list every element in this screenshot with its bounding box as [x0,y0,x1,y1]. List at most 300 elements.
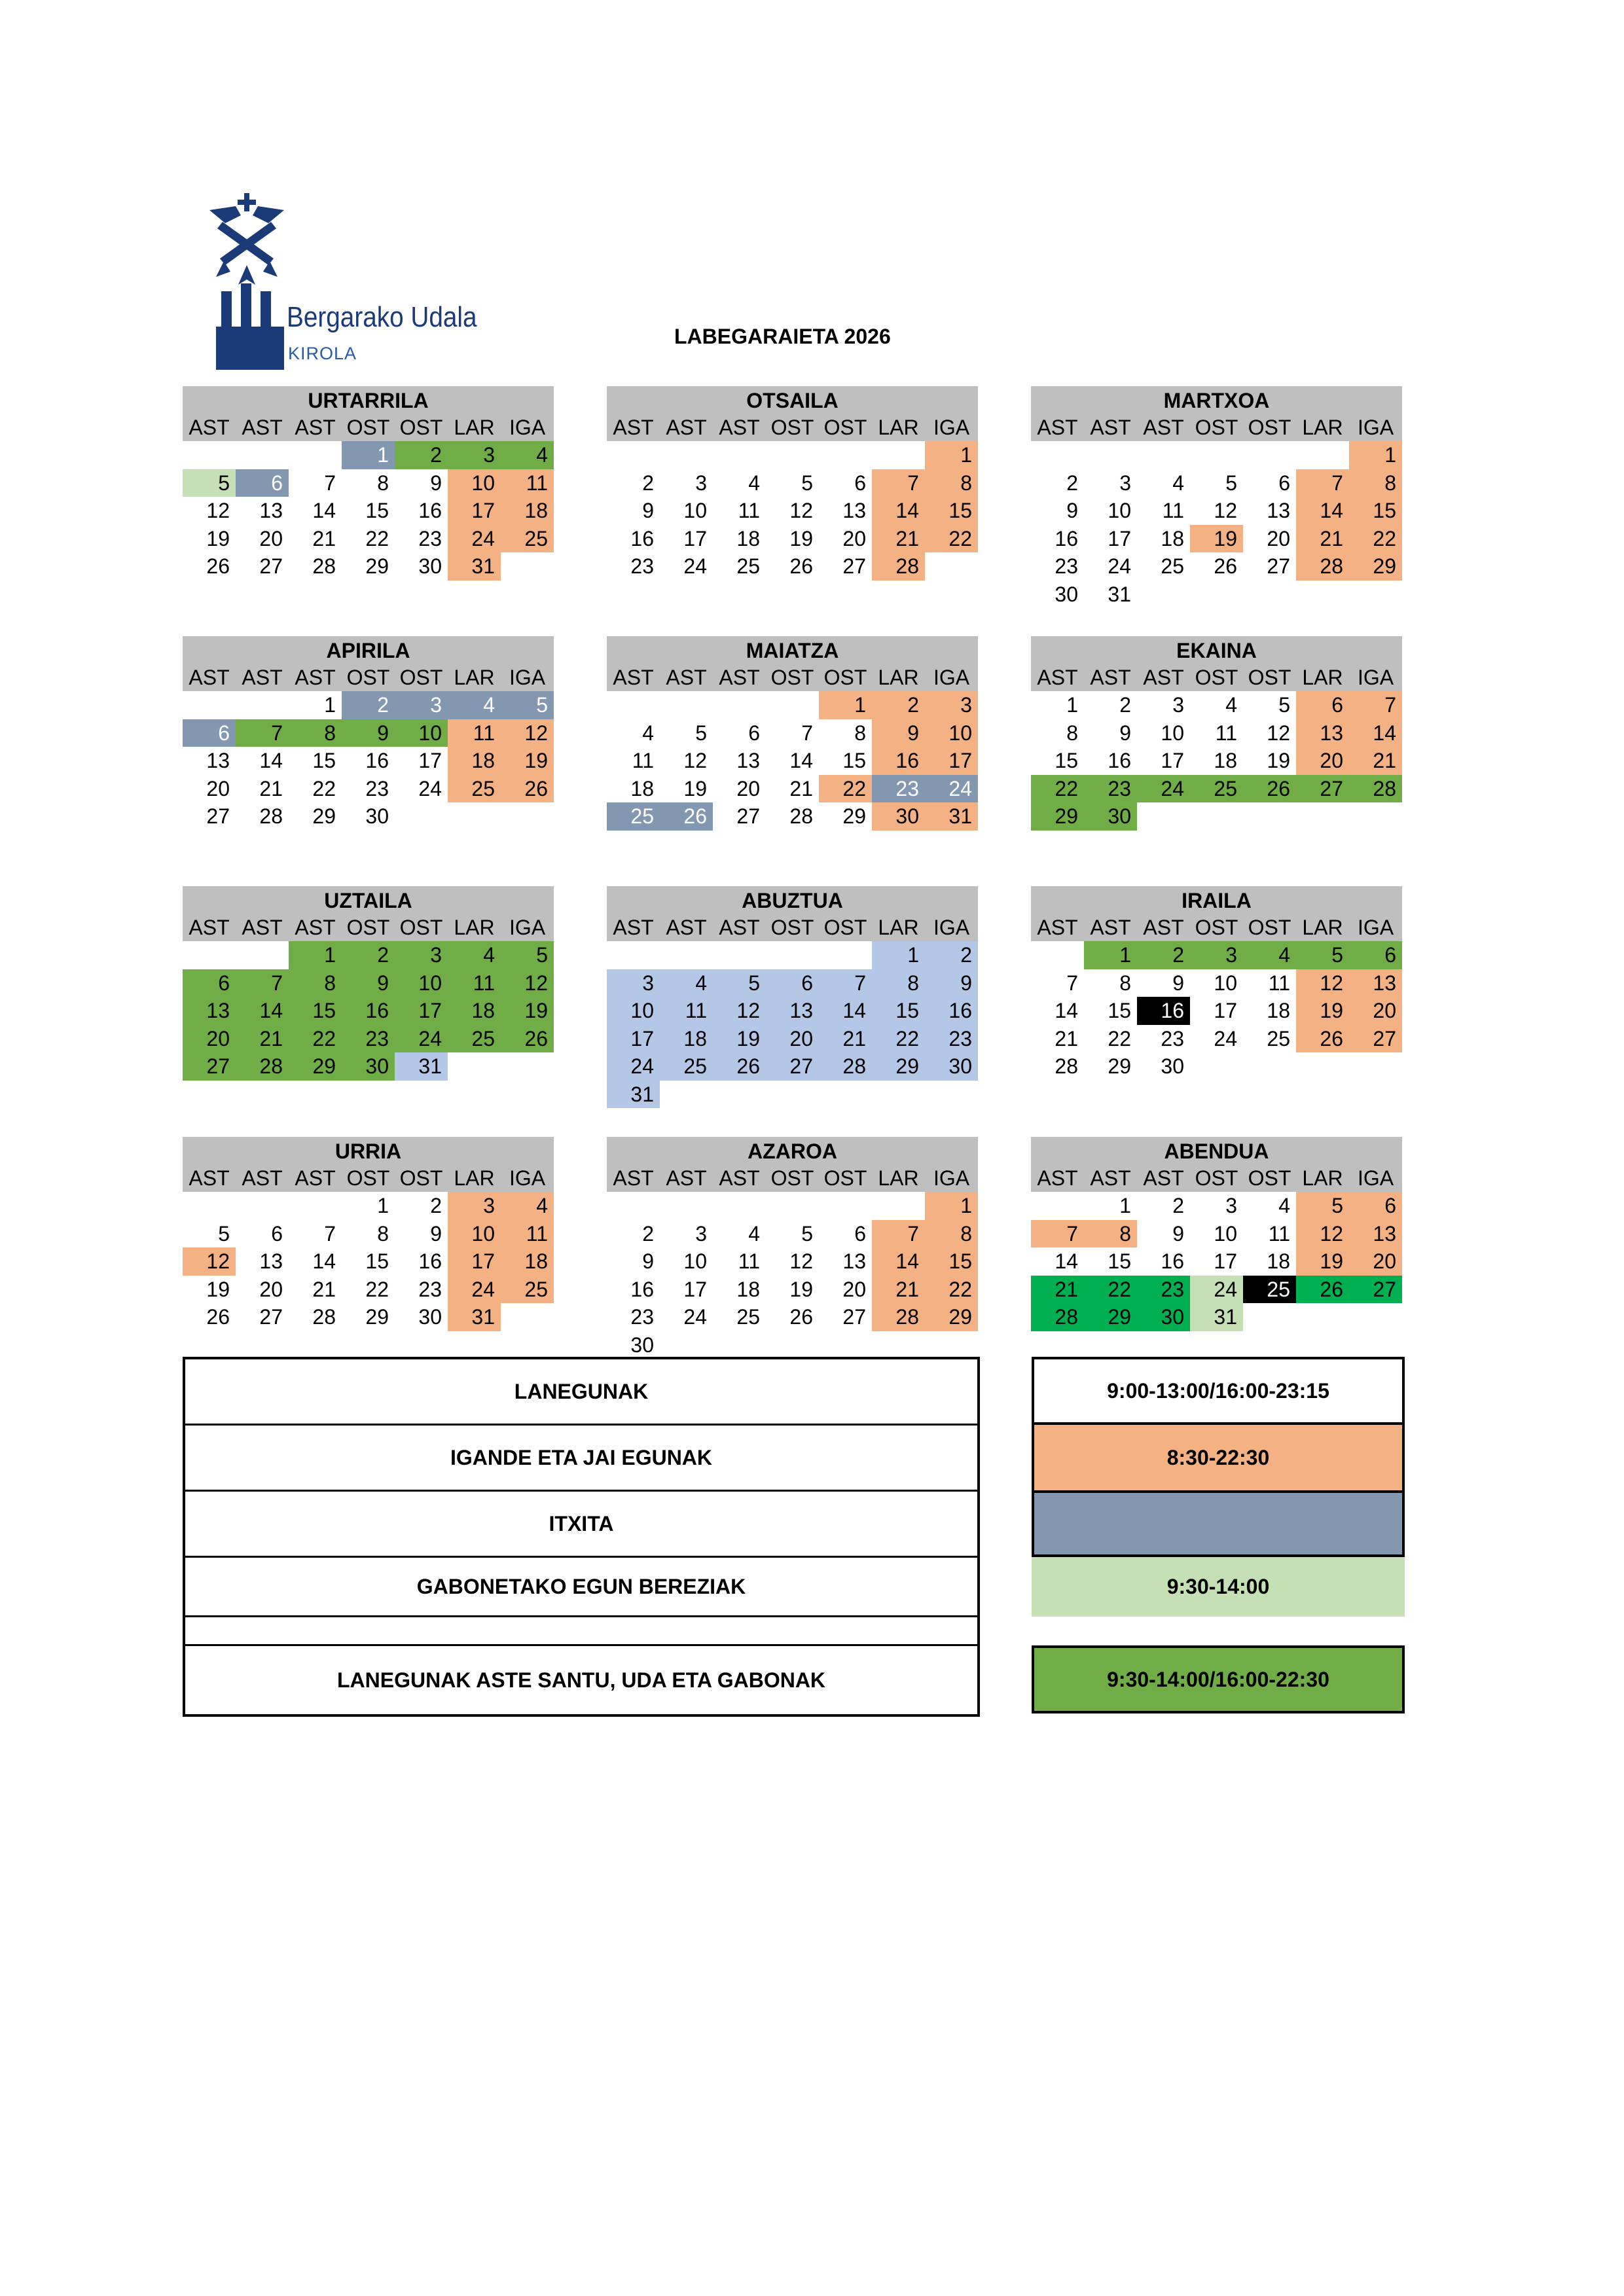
day-cell: 18 [448,997,501,1025]
day-cell: 1 [377,1194,389,1217]
day-cell: 19 [789,1277,813,1301]
empty-cell [660,441,713,469]
weekday-header: LAR [872,414,925,441]
day-cell: 2 [395,441,448,469]
day-cell: 26 [660,802,713,831]
day-cell: 15 [312,749,336,772]
day-cell: 9 [430,1221,442,1246]
day-cell: 15 [872,997,925,1025]
empty-cell [713,691,766,719]
day-cell: 19 [501,747,554,775]
day-cell: 9 [642,499,654,522]
day-cell: 16 [1108,749,1131,772]
day-cell: 13 [183,997,236,1025]
month-urria [183,1137,554,1331]
legend-row-christmas-special: GABONETAKO EGUN BEREZIAK [185,1558,977,1617]
day-cell: 21 [1055,1026,1078,1050]
day-cell: 5 [218,1221,230,1246]
day-cell: 7 [1031,1220,1084,1248]
day-cell: 21 [872,1276,925,1304]
weekday-header: AST [236,414,289,441]
day-cell: 14 [312,1249,336,1273]
weekday-header: IGA [501,414,554,441]
day-cell: 26 [206,554,230,578]
day-cell: 23 [418,1277,442,1301]
empty-cell [289,441,342,469]
day-cell: 26 [206,1305,230,1329]
day-cell: 17 [395,997,448,1025]
day-cell: 9 [1172,971,1184,995]
weekday-header: OST [1243,414,1296,441]
weekday-header: IGA [501,664,554,691]
empty-cell [766,1192,819,1220]
empty-cell [183,441,236,469]
day-cell: 7 [819,969,872,997]
weekday-header: IGA [925,414,978,441]
day-cell: 26 [1214,554,1237,578]
month-name: OTSAILA [607,386,978,414]
weekday-header: AST [289,414,342,441]
empty-cell [1296,441,1349,469]
empty-cell [872,441,925,469]
day-cell: 5 [501,941,554,969]
day-cell: 22 [1108,1026,1131,1050]
day-cell: 4 [1225,693,1237,717]
weekday-header: OST [1190,664,1243,691]
weekday-header: LAR [448,414,501,441]
day-cell: 25 [501,1276,554,1304]
empty-cell [1031,1192,1084,1220]
day-cell: 11 [1162,499,1184,522]
day-cell: 27 [206,804,230,828]
day-cell: 21 [312,1277,336,1301]
day-cell: 10 [607,997,660,1025]
weekday-header: OST [766,914,819,941]
day-cell: 20 [1349,997,1402,1025]
day-cell: 18 [501,497,554,525]
day-cell: 11 [501,1220,554,1248]
day-cell: 22 [872,1025,925,1053]
day-cell: 20 [766,1025,819,1053]
weekday-header: AST [236,1164,289,1192]
day-cell: 1 [872,941,925,969]
day-cell: 24 [418,776,442,800]
day-cell: 20 [1296,747,1349,775]
day-cell: 30 [1137,1303,1190,1331]
weekday-header: OST [1243,664,1296,691]
weekday-header: AST [1084,414,1137,441]
month-name: EKAINA [1031,636,1402,664]
day-cell: 29 [365,554,389,578]
day-cell: 26 [789,554,813,578]
day-cell: 9 [1172,1221,1184,1246]
day-cell: 22 [819,775,872,803]
day-cell: 1 [342,441,395,469]
day-cell: 22 [1031,775,1084,803]
day-cell: 4 [1278,1194,1290,1217]
day-cell: 6 [271,1221,283,1246]
empty-cell [183,941,236,969]
day-cell: 24 [448,525,501,553]
day-cell: 16 [365,749,389,772]
day-cell: 28 [236,1052,289,1081]
empty-cell [660,691,713,719]
day-cell: 17 [1161,749,1184,772]
day-cell: 21 [312,526,336,550]
empty-cell [236,1192,289,1220]
day-cell: 1 [1084,941,1137,969]
empty-cell [183,691,236,719]
day-cell: 3 [395,691,448,719]
day-cell: 18 [736,526,760,550]
day-cell: 30 [1161,1054,1184,1078]
day-cell: 21 [259,776,283,800]
day-cell: 9 [430,471,442,495]
day-cell: 12 [1214,499,1237,522]
empty-cell [1084,441,1137,469]
day-cell: 23 [630,1305,654,1329]
day-cell: 3 [1190,941,1243,969]
day-cell: 10 [1161,721,1184,745]
day-cell: 27 [1349,1025,1402,1053]
weekday-header: IGA [501,914,554,941]
empty-cell [660,941,713,969]
day-cell: 6 [766,969,819,997]
day-cell: 10 [395,969,448,997]
weekday-header: LAR [872,914,925,941]
weekday-header: AST [183,914,236,941]
day-cell: 18 [1267,999,1290,1022]
weekday-header: AST [289,1164,342,1192]
day-cell: 27 [842,554,866,578]
legend-row-holidays: IGANDE ETA JAI EGUNAK [185,1426,977,1492]
day-cell: 28 [819,1052,872,1081]
day-cell: 6 [1296,691,1349,719]
day-cell: 25 [1190,775,1243,803]
day-cell: 8 [872,969,925,997]
day-cell: 26 [501,775,554,803]
day-cell: 30 [418,554,442,578]
empty-cell [607,941,660,969]
day-cell: 11 [738,499,760,522]
day-cell: 17 [925,747,978,775]
weekday-header: AST [1031,414,1084,441]
day-cell: 25 [448,1025,501,1053]
day-cell: 5 [801,471,813,495]
day-cell: 19 [1296,997,1349,1025]
day-cell: 11 [1268,971,1290,995]
weekday-header: AST [1031,1164,1084,1192]
day-cell: 10 [925,719,978,747]
day-cell: 2 [642,471,654,495]
weekday-header: OST [1190,914,1243,941]
weekday-header: OST [395,914,448,941]
day-cell: 15 [365,1249,389,1273]
empty-cell [1031,941,1084,969]
month-name: URTARRILA [183,386,554,414]
day-cell: 6 [183,719,236,747]
day-cell: 20 [259,526,283,550]
day-cell: 19 [1190,525,1243,553]
weekday-header: AST [183,664,236,691]
day-cell: 4 [1172,471,1184,495]
day-cell: 9 [1066,499,1078,522]
weekday-header: AST [1084,1164,1137,1192]
day-cell: 2 [872,691,925,719]
day-cell: 3 [1172,693,1184,717]
day-cell: 4 [448,941,501,969]
weekday-header: AST [1137,914,1190,941]
day-cell: 25 [736,1305,760,1329]
empty-cell [607,441,660,469]
day-cell: 2 [1137,941,1190,969]
day-cell: 27 [1267,554,1290,578]
day-cell: 25 [1267,1026,1290,1050]
day-cell: 26 [713,1052,766,1081]
day-cell: 11 [738,1249,760,1273]
day-cell: 12 [1296,1220,1349,1248]
weekday-header: OST [766,1164,819,1192]
month-ekaina [1031,636,1402,831]
day-cell: 24 [448,1276,501,1304]
day-cell: 21 [1296,525,1349,553]
day-cell: 31 [1108,582,1131,606]
day-cell: 14 [236,997,289,1025]
day-cell: 16 [872,747,925,775]
day-cell: 24 [395,1025,448,1053]
legend-swatch-christmas-special: 9:30-14:00 [1032,1557,1405,1617]
day-cell: 11 [632,749,654,772]
day-cell: 8 [289,719,342,747]
day-cell: 1 [819,691,872,719]
weekday-header: OST [342,914,395,941]
day-cell: 10 [1214,1221,1237,1246]
day-cell: 25 [660,1052,713,1081]
weekday-header: AST [713,1164,766,1192]
day-cell: 25 [736,554,760,578]
day-cell: 30 [630,1333,654,1357]
day-cell: 25 [501,525,554,553]
day-cell: 16 [418,499,442,522]
day-cell: 1 [289,941,342,969]
day-cell: 30 [365,804,389,828]
legend-swatch-closed [1032,1490,1405,1557]
day-cell: 11 [1215,721,1237,745]
weekday-header: OST [395,414,448,441]
day-cell: 10 [395,719,448,747]
day-cell: 10 [448,1220,501,1248]
weekday-header: IGA [1349,1164,1402,1192]
day-cell: 3 [448,1192,501,1220]
day-cell: 5 [1225,471,1237,495]
day-cell: 4 [660,969,713,997]
day-cell: 8 [854,721,866,745]
weekday-header: AST [289,664,342,691]
day-cell: 6 [854,471,866,495]
day-cell: 9 [872,719,925,747]
day-cell: 15 [1055,749,1078,772]
empty-cell [872,1192,925,1220]
weekday-header: AST [1031,664,1084,691]
day-cell: 7 [324,1221,336,1246]
day-cell: 30 [342,1052,395,1081]
day-cell: 29 [842,804,866,828]
weekday-header: AST [607,1164,660,1192]
day-cell: 8 [1349,469,1402,497]
day-cell: 13 [1267,499,1290,522]
weekday-header: LAR [1296,414,1349,441]
day-cell: 16 [630,526,654,550]
day-cell: 14 [1055,1249,1078,1273]
day-cell: 4 [748,471,760,495]
day-cell: 11 [448,969,501,997]
weekday-header: LAR [1296,1164,1349,1192]
legend-swatch-holidays: 8:30-22:30 [1032,1425,1405,1490]
day-cell: 3 [448,441,501,469]
empty-cell [236,441,289,469]
day-cell: 29 [365,1305,389,1329]
weekday-header: AST [1084,664,1137,691]
day-cell: 5 [1278,693,1290,717]
day-cell: 23 [365,776,389,800]
day-cell: 5 [1296,941,1349,969]
weekday-header: AST [660,664,713,691]
day-cell: 28 [1349,775,1402,803]
day-cell: 22 [365,1277,389,1301]
day-cell: 16 [1161,1249,1184,1273]
month-name: UZTAILA [183,886,554,914]
day-cell: 23 [1084,775,1137,803]
weekday-header: OST [395,1164,448,1192]
day-cell: 13 [1349,1220,1402,1248]
day-cell: 9 [342,719,395,747]
empty-cell [289,1192,342,1220]
empty-cell [713,1192,766,1220]
day-cell: 1 [324,693,336,717]
day-cell: 4 [501,1192,554,1220]
day-cell: 13 [259,499,283,522]
day-cell: 19 [501,997,554,1025]
day-cell: 22 [925,525,978,553]
weekday-header: LAR [1296,664,1349,691]
weekday-header: IGA [925,914,978,941]
day-cell: 29 [1084,1303,1137,1331]
day-cell: 16 [630,1277,654,1301]
day-cell: 24 [1108,554,1131,578]
weekday-header: IGA [1349,414,1402,441]
day-cell: 8 [1119,971,1131,995]
day-cell: 28 [1055,1054,1078,1078]
day-cell: 23 [1161,1026,1184,1050]
day-cell: 21 [872,525,925,553]
day-cell: 11 [1268,1221,1290,1246]
day-cell: 13 [842,499,866,522]
day-cell: 8 [925,1220,978,1248]
day-cell: 3 [1119,471,1131,495]
day-cell: 12 [789,1249,813,1273]
day-cell: 5 [713,969,766,997]
day-cell: 15 [842,749,866,772]
day-cell: 17 [1214,1249,1237,1273]
day-cell: 6 [854,1221,866,1246]
weekday-header: OST [819,1164,872,1192]
day-cell: 7 [1066,971,1078,995]
weekday-header: OST [766,414,819,441]
day-cell: 3 [1225,1194,1237,1217]
month-name: AZAROA [607,1137,978,1164]
day-cell: 24 [925,775,978,803]
empty-cell [236,941,289,969]
day-cell: 4 [501,441,554,469]
day-cell: 20 [1267,526,1290,550]
day-cell: 7 [1349,691,1402,719]
day-cell: 14 [1349,719,1402,747]
day-cell: 15 [1108,1249,1131,1273]
day-cell: 2 [342,691,395,719]
day-cell: 9 [925,969,978,997]
empty-cell [1190,441,1243,469]
day-cell: 13 [1349,969,1402,997]
day-cell: 20 [259,1277,283,1301]
day-cell: 5 [501,691,554,719]
weekday-header: LAR [1296,914,1349,941]
day-cell: 7 [236,969,289,997]
day-cell: 14 [819,997,872,1025]
day-cell: 9 [642,1249,654,1273]
day-cell: 4 [448,691,501,719]
day-cell: 28 [1296,552,1349,581]
day-cell: 6 [183,969,236,997]
day-cell: 7 [236,719,289,747]
weekday-header: AST [1137,664,1190,691]
day-cell: 25 [448,775,501,803]
day-cell: 29 [1349,552,1402,581]
day-cell: 25 [1161,554,1184,578]
empty-cell [766,691,819,719]
day-cell: 8 [289,969,342,997]
day-cell: 28 [872,552,925,581]
day-cell: 31 [448,552,501,581]
day-cell: 17 [683,526,707,550]
weekday-header: AST [607,914,660,941]
weekday-header: OST [819,664,872,691]
day-cell: 12 [206,499,230,522]
day-cell: 9 [1119,721,1131,745]
day-cell: 19 [713,1025,766,1053]
month-apirila [183,636,554,831]
day-cell: 27 [259,554,283,578]
day-cell: 20 [206,776,230,800]
day-cell: 29 [872,1052,925,1081]
day-cell: 19 [206,526,230,550]
legend-row-closed: ITXITA [185,1492,977,1558]
legend-table [183,1357,980,1717]
day-cell: 2 [1119,693,1131,717]
legend-row-spacer [185,1617,977,1646]
weekday-header: LAR [448,664,501,691]
day-cell: 24 [683,1305,707,1329]
day-cell: 23 [872,775,925,803]
month-name: ABENDUA [1031,1137,1402,1164]
day-cell: 23 [630,554,654,578]
weekday-header: AST [607,664,660,691]
empty-cell [1031,441,1084,469]
empty-cell [607,691,660,719]
day-cell: 13 [1296,719,1349,747]
weekday-header: AST [183,1164,236,1192]
month-maiatza [607,636,978,831]
day-cell: 21 [236,1025,289,1053]
